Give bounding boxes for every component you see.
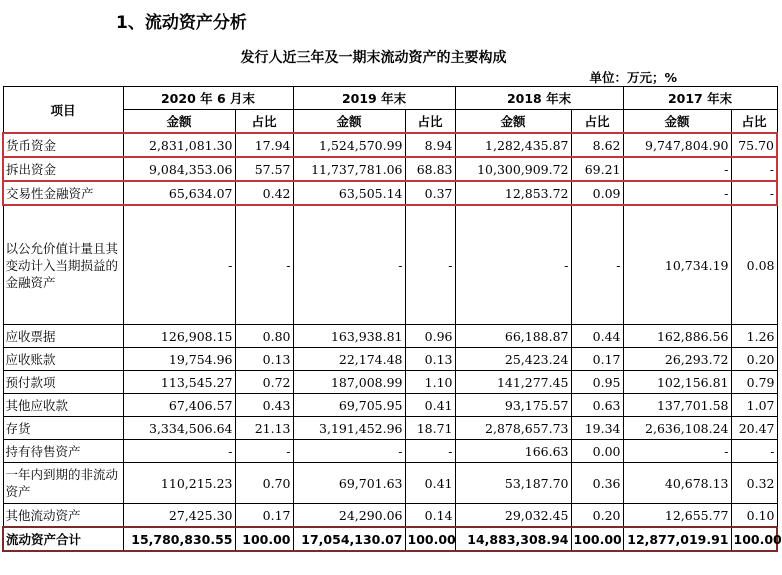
ratio-cell: 0.13	[235, 348, 293, 371]
amount-cell: 3,334,506.64	[123, 417, 235, 440]
ratio-cell: 0.17	[571, 348, 623, 371]
ratio-cell: 0.95	[571, 371, 623, 394]
amount-cell: 69,705.95	[293, 394, 405, 417]
header-ratio: 占比	[235, 110, 293, 134]
ratio-cell: 0.32	[731, 463, 777, 504]
amount-cell: 2,636,108.24	[623, 417, 731, 440]
amount-cell: -	[123, 440, 235, 463]
ratio-cell: -	[571, 205, 623, 325]
amount-cell: 27,425.30	[123, 504, 235, 528]
ratio-cell: 100.00	[405, 527, 455, 551]
amount-cell: -	[623, 440, 731, 463]
ratio-cell: 21.13	[235, 417, 293, 440]
amount-cell: 9,084,353.06	[123, 157, 235, 181]
ratio-cell: 0.43	[235, 394, 293, 417]
row-label: 以公允价值计量且其变动计入当期损益的金融资产	[3, 205, 123, 325]
table-row	[3, 371, 777, 394]
amount-cell: 1,524,570.99	[293, 133, 405, 157]
table-row	[3, 157, 777, 181]
amount-cell: 9,747,804.90	[623, 133, 731, 157]
ratio-cell: 0.20	[731, 348, 777, 371]
amount-cell: 93,175.57	[455, 394, 571, 417]
unit-label: 单位：万元；%	[589, 70, 677, 85]
header-period: 2017 年末	[623, 87, 777, 110]
ratio-cell: 0.00	[571, 440, 623, 463]
amount-cell: 113,545.27	[123, 371, 235, 394]
table-row	[3, 394, 777, 417]
ratio-cell: 18.71	[405, 417, 455, 440]
amount-cell: 2,878,657.73	[455, 417, 571, 440]
ratio-cell: 100.00	[235, 527, 293, 551]
amount-cell: 53,187.70	[455, 463, 571, 504]
ratio-cell: 0.70	[235, 463, 293, 504]
header-period: 2019 年末	[293, 87, 455, 110]
amount-cell: 63,505.14	[293, 181, 405, 205]
header-ratio: 占比	[405, 110, 455, 134]
amount-cell: 29,032.45	[455, 504, 571, 528]
ratio-cell: 75.70	[731, 133, 777, 157]
ratio-cell: 0.44	[571, 325, 623, 348]
amount-cell: -	[623, 157, 731, 181]
amount-cell: 10,734.19	[623, 205, 731, 325]
amount-cell: -	[123, 205, 235, 325]
ratio-cell: 100.00	[571, 527, 623, 551]
ratio-cell: -	[405, 205, 455, 325]
amount-cell: 12,853.72	[455, 181, 571, 205]
header-period: 2020 年 6 月末	[123, 87, 293, 110]
table-row	[3, 440, 777, 463]
row-label: 存货	[3, 417, 123, 440]
ratio-cell: 0.36	[571, 463, 623, 504]
table-row	[3, 181, 777, 205]
header-item: 项目	[3, 87, 123, 134]
amount-cell: 126,908.15	[123, 325, 235, 348]
amount-cell: 12,877,019.91	[623, 527, 731, 551]
ratio-cell: 0.42	[235, 181, 293, 205]
amount-cell: 66,188.87	[455, 325, 571, 348]
row-label: 持有待售资产	[3, 440, 123, 463]
ratio-cell: 0.41	[405, 463, 455, 504]
amount-cell: 1,282,435.87	[455, 133, 571, 157]
header-amount: 金额	[123, 110, 235, 134]
row-label: 其他应收款	[3, 394, 123, 417]
table-row	[3, 463, 777, 504]
amount-cell: 69,701.63	[293, 463, 405, 504]
ratio-cell: -	[405, 440, 455, 463]
amount-cell: 67,406.57	[123, 394, 235, 417]
table-row	[3, 504, 777, 528]
table-row	[3, 205, 777, 325]
table-row	[3, 527, 777, 551]
row-label: 一年内到期的非流动资产	[3, 463, 123, 504]
amount-cell: 10,300,909.72	[455, 157, 571, 181]
header-amount: 金额	[623, 110, 731, 134]
amount-cell: 19,754.96	[123, 348, 235, 371]
amount-cell: -	[293, 205, 405, 325]
amount-cell: 3,191,452.96	[293, 417, 405, 440]
amount-cell: 11,737,781.06	[293, 157, 405, 181]
ratio-cell: 100.00	[731, 527, 777, 551]
ratio-cell: -	[731, 157, 777, 181]
table-body	[3, 133, 782, 551]
ratio-cell: 0.13	[405, 348, 455, 371]
table-row	[3, 325, 777, 348]
amount-cell: 25,423.24	[455, 348, 571, 371]
amount-cell: 141,277.45	[455, 371, 571, 394]
table-caption: 发行人近三年及一期末流动资产的主要构成	[240, 50, 507, 66]
amount-cell: 163,938.81	[293, 325, 405, 348]
ratio-cell: 0.41	[405, 394, 455, 417]
ratio-cell: 1.26	[731, 325, 777, 348]
amount-cell: 24,290.06	[293, 504, 405, 528]
row-label: 流动资产合计	[3, 527, 123, 551]
ratio-cell: 0.80	[235, 325, 293, 348]
ratio-cell: -	[731, 181, 777, 205]
amount-cell: -	[293, 440, 405, 463]
row-label: 应收账款	[3, 348, 123, 371]
header-ratio: 占比	[731, 110, 777, 134]
row-label: 预付款项	[3, 371, 123, 394]
row-label: 交易性金融资产	[3, 181, 123, 205]
amount-cell: 137,701.58	[623, 394, 731, 417]
ratio-cell: 0.10	[731, 504, 777, 528]
header-amount: 金额	[293, 110, 405, 134]
section-heading: 1、流动资产分析	[116, 13, 247, 33]
amount-cell: 65,634.07	[123, 181, 235, 205]
amount-cell: 22,174.48	[293, 348, 405, 371]
ratio-cell: 0.20	[571, 504, 623, 528]
row-label: 拆出资金	[3, 157, 123, 181]
ratio-cell: 0.72	[235, 371, 293, 394]
ratio-cell: -	[235, 440, 293, 463]
ratio-cell: 0.17	[235, 504, 293, 528]
header-ratio: 占比	[571, 110, 623, 134]
table-row	[3, 133, 777, 157]
ratio-cell: 68.83	[405, 157, 455, 181]
ratio-cell: 69.21	[571, 157, 623, 181]
amount-cell: 40,678.13	[623, 463, 731, 504]
ratio-cell: 57.57	[235, 157, 293, 181]
ratio-cell: 0.09	[571, 181, 623, 205]
amount-cell: 26,293.72	[623, 348, 731, 371]
ratio-cell: 20.47	[731, 417, 777, 440]
ratio-cell: -	[731, 440, 777, 463]
table-row	[3, 348, 777, 371]
row-label: 应收票据	[3, 325, 123, 348]
amount-cell: 12,655.77	[623, 504, 731, 528]
ratio-cell: -	[235, 205, 293, 325]
amount-cell: 110,215.23	[123, 463, 235, 504]
ratio-cell: 0.37	[405, 181, 455, 205]
amount-cell: 17,054,130.07	[293, 527, 405, 551]
row-label: 其他流动资产	[3, 504, 123, 528]
amount-cell: -	[455, 205, 571, 325]
ratio-cell: 0.08	[731, 205, 777, 325]
table-row	[3, 417, 777, 440]
amount-cell: 162,886.56	[623, 325, 731, 348]
amount-cell: 15,780,830.55	[123, 527, 235, 551]
header-row-periods	[3, 87, 777, 110]
ratio-cell: 17.94	[235, 133, 293, 157]
row-label: 货币资金	[3, 133, 123, 157]
current-assets-table	[2, 86, 782, 552]
ratio-cell: 1.10	[405, 371, 455, 394]
amount-cell: 2,831,081.30	[123, 133, 235, 157]
amount-cell: -	[623, 181, 731, 205]
ratio-cell: 0.63	[571, 394, 623, 417]
header-period: 2018 年末	[455, 87, 623, 110]
ratio-cell: 0.14	[405, 504, 455, 528]
amount-cell: 102,156.81	[623, 371, 731, 394]
ratio-cell: 8.62	[571, 133, 623, 157]
ratio-cell: 19.34	[571, 417, 623, 440]
amount-cell: 166.63	[455, 440, 571, 463]
amount-cell: 14,883,308.94	[455, 527, 571, 551]
ratio-cell: 1.07	[731, 394, 777, 417]
header-amount: 金额	[455, 110, 571, 134]
amount-cell: 187,008.99	[293, 371, 405, 394]
ratio-cell: 8.94	[405, 133, 455, 157]
ratio-cell: 0.96	[405, 325, 455, 348]
ratio-cell: 0.79	[731, 371, 777, 394]
